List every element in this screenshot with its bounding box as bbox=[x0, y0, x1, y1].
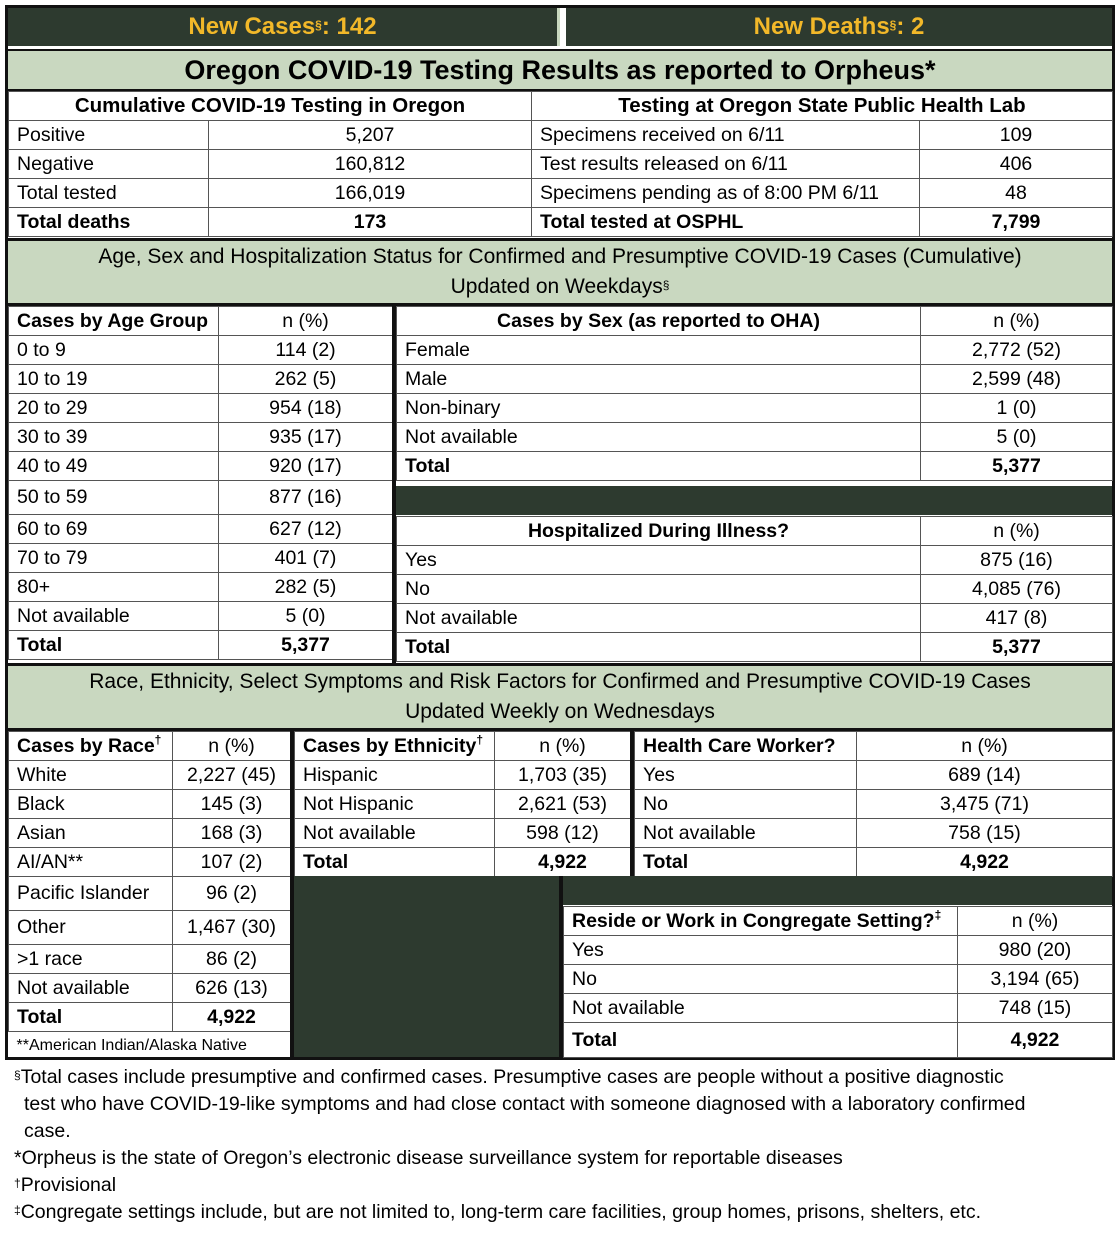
race-mark: † bbox=[154, 732, 162, 747]
race-value: 86 (2) bbox=[173, 945, 291, 974]
table-row bbox=[9, 179, 1113, 208]
sex-header-label: Cases by Sex (as reported to OHA) bbox=[397, 307, 921, 336]
congregate-value: 3,194 (65) bbox=[958, 965, 1113, 994]
age-label: 20 to 29 bbox=[9, 394, 219, 423]
sex-label: Male bbox=[397, 365, 921, 394]
table-row bbox=[9, 121, 1113, 150]
race-value: 4,922 bbox=[173, 1003, 291, 1032]
race-value: 2,227 (45) bbox=[173, 761, 291, 790]
ethnicity-header-value: n (%) bbox=[495, 732, 631, 761]
footnote-text: Congregate settings include, but are not limited to, long-term care facilities, group homes, prisons, shelters, etc. bbox=[20, 1201, 981, 1223]
age-value: 282 (5) bbox=[219, 573, 393, 602]
race-table bbox=[8, 731, 291, 1060]
age-header-value: n (%) bbox=[219, 307, 393, 336]
footnote-line bbox=[14, 1172, 1026, 1199]
table-row bbox=[635, 790, 1113, 819]
hospitalized-table bbox=[396, 516, 1113, 662]
race-header-value: n (%) bbox=[173, 732, 291, 761]
table-row bbox=[9, 974, 291, 1003]
age-value: 877 (16) bbox=[219, 481, 393, 515]
table-header-row bbox=[9, 732, 291, 761]
hcw-value: 689 (14) bbox=[857, 761, 1113, 790]
age-value: 627 (12) bbox=[219, 515, 393, 544]
table-row bbox=[9, 848, 291, 877]
section-subtitle: Updated Weekly on Wednesdays bbox=[405, 700, 715, 723]
age-table bbox=[8, 306, 393, 660]
race-value: 96 (2) bbox=[173, 877, 291, 911]
table-header-row bbox=[564, 907, 1113, 936]
section-title-line: Race, Ethnicity, Select Symptoms and Risk Factors for Confirmed and Presumptive COVID-19 Cases bbox=[89, 670, 1031, 693]
section-subtitle-text: Updated on Weekdays bbox=[450, 275, 663, 298]
table-row bbox=[9, 423, 393, 452]
table-row bbox=[295, 819, 631, 848]
congregate-header-value: n (%) bbox=[958, 907, 1113, 936]
age-label: 70 to 79 bbox=[9, 544, 219, 573]
age-value: 5,377 bbox=[219, 631, 393, 660]
race-label: >1 race bbox=[9, 945, 173, 974]
congregate-value: 748 (15) bbox=[958, 994, 1113, 1023]
footnote-mark: † bbox=[14, 1176, 21, 1190]
table-row bbox=[9, 515, 393, 544]
table-row bbox=[295, 790, 631, 819]
table-row bbox=[9, 544, 393, 573]
new-cases-label: New Cases bbox=[188, 13, 316, 40]
ethnicity-label: Hispanic bbox=[295, 761, 495, 790]
ethnicity-value: 4,922 bbox=[495, 848, 631, 877]
footnote-line bbox=[14, 1118, 1026, 1145]
section-title-line: Age, Sex and Hospitalization Status for Confirmed and Presumptive COVID-19 Cases (Cumulative) bbox=[98, 245, 1022, 268]
section-subtitle bbox=[451, 272, 670, 302]
hcw-label: No bbox=[635, 790, 857, 819]
table-header-row bbox=[635, 732, 1113, 761]
table-header-row bbox=[397, 307, 1113, 336]
race-note: **American Indian/Alaska Native bbox=[16, 1037, 247, 1054]
ethnicity-mark: † bbox=[476, 732, 484, 747]
footnote-mark: § bbox=[14, 1068, 21, 1082]
table-row bbox=[397, 423, 1113, 452]
table-row bbox=[9, 573, 393, 602]
new-cases-value: : 142 bbox=[321, 13, 377, 40]
table-row bbox=[397, 452, 1113, 481]
table-row bbox=[9, 150, 1113, 179]
new-cases-mark: § bbox=[315, 18, 322, 32]
age-label: 0 to 9 bbox=[9, 336, 219, 365]
congregate-label: Yes bbox=[564, 936, 958, 965]
age-value: 114 (2) bbox=[219, 336, 393, 365]
health-care-worker-table bbox=[634, 731, 1113, 877]
hosp-value: 4,085 (76) bbox=[921, 575, 1113, 604]
footnote-text: test who have COVID-19-like symptoms and had close contact with someone diagnosed with a laboratory confirmed bbox=[24, 1093, 1026, 1115]
congregate-mark: ‡ bbox=[934, 907, 942, 922]
hosp-label: No bbox=[397, 575, 921, 604]
table-row bbox=[635, 819, 1113, 848]
table-row bbox=[564, 994, 1113, 1023]
race-label: AI/AN** bbox=[9, 848, 173, 877]
age-label: 50 to 59 bbox=[9, 481, 219, 515]
table-header-row bbox=[397, 517, 1113, 546]
hcw-value: 758 (15) bbox=[857, 819, 1113, 848]
table-row bbox=[9, 1032, 291, 1061]
footnote-line bbox=[14, 1064, 1026, 1091]
section-mark: § bbox=[662, 278, 670, 292]
cumulative-label: Positive bbox=[9, 121, 209, 150]
cumulative-value: 160,812 bbox=[209, 150, 532, 179]
ethnicity-table bbox=[294, 731, 631, 877]
table-row bbox=[397, 575, 1113, 604]
age-label: 10 to 19 bbox=[9, 365, 219, 394]
footnote-text: *Orpheus is the state of Oregon’s electronic disease surveillance system for reportable diseases bbox=[14, 1147, 843, 1169]
table-row bbox=[564, 965, 1113, 994]
footnote-text: Provisional bbox=[20, 1174, 117, 1196]
ethnicity-label: Not Hispanic bbox=[295, 790, 495, 819]
table-row bbox=[564, 936, 1113, 965]
table-row bbox=[9, 365, 393, 394]
sex-value: 2,599 (48) bbox=[921, 365, 1113, 394]
congregate-header-label: Reside or Work in Congregate Setting? bbox=[572, 909, 935, 932]
sex-value: 5,377 bbox=[921, 452, 1113, 481]
new-cases-banner bbox=[8, 8, 560, 46]
hcw-label: Yes bbox=[635, 761, 857, 790]
covid-summary-sheet bbox=[5, 5, 1115, 1060]
table-row bbox=[9, 394, 393, 423]
race-label: Other bbox=[9, 911, 173, 945]
osphl-value: 48 bbox=[920, 179, 1113, 208]
age-label: Total bbox=[9, 631, 219, 660]
osphl-label: Test results released on 6/11 bbox=[532, 150, 920, 179]
sex-label: Female bbox=[397, 336, 921, 365]
race-value: 168 (3) bbox=[173, 819, 291, 848]
hcw-value: 4,922 bbox=[857, 848, 1113, 877]
cumulative-label: Total deaths bbox=[9, 208, 209, 237]
sex-label: Total bbox=[397, 452, 921, 481]
footnote-line bbox=[14, 1199, 1026, 1226]
sex-value: 5 (0) bbox=[921, 423, 1113, 452]
table-row bbox=[635, 761, 1113, 790]
race-value: 626 (13) bbox=[173, 974, 291, 1003]
hosp-value: 417 (8) bbox=[921, 604, 1113, 633]
hosp-header-label: Hospitalized During Illness? bbox=[397, 517, 921, 546]
race-label: Pacific Islander bbox=[9, 877, 173, 911]
cumulative-value: 173 bbox=[209, 208, 532, 237]
osphl-label: Specimens received on 6/11 bbox=[532, 121, 920, 150]
footnotes bbox=[14, 1064, 1026, 1226]
sex-label: Non-binary bbox=[397, 394, 921, 423]
page-title: Oregon COVID-19 Testing Results as reported to Orpheus* bbox=[8, 49, 1112, 91]
table-row bbox=[9, 945, 291, 974]
osphl-value: 406 bbox=[920, 150, 1113, 179]
table-row bbox=[9, 790, 291, 819]
age-value: 5 (0) bbox=[219, 602, 393, 631]
congregate-label: No bbox=[564, 965, 958, 994]
race-value: 107 (2) bbox=[173, 848, 291, 877]
hosp-label: Total bbox=[397, 633, 921, 662]
race-header-label: Cases by Race bbox=[17, 734, 155, 757]
ethnicity-value: 598 (12) bbox=[495, 819, 631, 848]
cumulative-value: 5,207 bbox=[209, 121, 532, 150]
race-value: 145 (3) bbox=[173, 790, 291, 819]
table-row bbox=[397, 336, 1113, 365]
table-row bbox=[9, 481, 393, 515]
race-label: Black bbox=[9, 790, 173, 819]
race-label: White bbox=[9, 761, 173, 790]
new-deaths-banner bbox=[566, 8, 1112, 46]
footnote-text: case. bbox=[24, 1120, 71, 1142]
age-label: 80+ bbox=[9, 573, 219, 602]
new-deaths-value: : 2 bbox=[896, 13, 925, 40]
spacer-bar bbox=[563, 876, 1112, 905]
testing-table bbox=[8, 91, 1113, 237]
hcw-label: Not available bbox=[635, 819, 857, 848]
cumulative-label: Negative bbox=[9, 150, 209, 179]
hcw-header-label: Health Care Worker? bbox=[635, 732, 857, 761]
age-value: 920 (17) bbox=[219, 452, 393, 481]
table-row bbox=[9, 1003, 291, 1032]
spacer-bar bbox=[396, 486, 1112, 515]
table-row bbox=[9, 602, 393, 631]
osphl-label: Specimens pending as of 8:00 PM 6/11 bbox=[532, 179, 920, 208]
race-label: Total bbox=[9, 1003, 173, 1032]
sex-label: Not available bbox=[397, 423, 921, 452]
table-row bbox=[9, 452, 393, 481]
ethnicity-label: Not available bbox=[295, 819, 495, 848]
sex-header-value: n (%) bbox=[921, 307, 1113, 336]
hosp-value: 875 (16) bbox=[921, 546, 1113, 575]
hosp-value: 5,377 bbox=[921, 633, 1113, 662]
table-row bbox=[397, 633, 1113, 662]
table-row bbox=[397, 394, 1113, 423]
table-row bbox=[9, 877, 291, 911]
osphl-header: Testing at Oregon State Public Health Lab bbox=[532, 92, 1113, 121]
cumulative-header: Cumulative COVID-19 Testing in Oregon bbox=[9, 92, 532, 121]
footnote-mark: ‡ bbox=[14, 1203, 21, 1217]
table-header-row bbox=[295, 732, 631, 761]
age-label: 60 to 69 bbox=[9, 515, 219, 544]
sex-value: 1 (0) bbox=[921, 394, 1113, 423]
osphl-value: 109 bbox=[920, 121, 1113, 150]
table-row bbox=[397, 546, 1113, 575]
congregate-table bbox=[563, 906, 1113, 1058]
age-header-label: Cases by Age Group bbox=[9, 307, 219, 336]
ethnicity-value: 2,621 (53) bbox=[495, 790, 631, 819]
footnote-line bbox=[14, 1145, 1026, 1172]
congregate-label: Total bbox=[564, 1023, 958, 1058]
age-value: 262 (5) bbox=[219, 365, 393, 394]
age-value: 954 (18) bbox=[219, 394, 393, 423]
new-deaths-mark: § bbox=[889, 18, 897, 32]
table-row bbox=[397, 604, 1113, 633]
race-label: Not available bbox=[9, 974, 173, 1003]
age-label: Not available bbox=[9, 602, 219, 631]
footnote-line bbox=[14, 1091, 1026, 1118]
age-label: 40 to 49 bbox=[9, 452, 219, 481]
congregate-value: 4,922 bbox=[958, 1023, 1113, 1058]
section-header-race-ethnicity bbox=[8, 663, 1112, 731]
osphl-label: Total tested at OSPHL bbox=[532, 208, 920, 237]
ethnicity-label: Total bbox=[295, 848, 495, 877]
table-row bbox=[9, 761, 291, 790]
spacer-block bbox=[294, 876, 559, 1057]
table-row bbox=[9, 911, 291, 945]
cumulative-value: 166,019 bbox=[209, 179, 532, 208]
hcw-label: Total bbox=[635, 848, 857, 877]
age-value: 401 (7) bbox=[219, 544, 393, 573]
table-row bbox=[9, 208, 1113, 237]
ethnicity-value: 1,703 (35) bbox=[495, 761, 631, 790]
ethnicity-header-label: Cases by Ethnicity bbox=[303, 734, 477, 757]
new-deaths-label: New Deaths bbox=[753, 13, 890, 40]
age-value: 935 (17) bbox=[219, 423, 393, 452]
table-row bbox=[295, 761, 631, 790]
age-label: 30 to 39 bbox=[9, 423, 219, 452]
sex-table bbox=[396, 306, 1113, 481]
hosp-label: Yes bbox=[397, 546, 921, 575]
table-header-row bbox=[9, 307, 393, 336]
race-label: Asian bbox=[9, 819, 173, 848]
table-row bbox=[9, 336, 393, 365]
table-row bbox=[295, 848, 631, 877]
hosp-label: Not available bbox=[397, 604, 921, 633]
table-row bbox=[564, 1023, 1113, 1058]
cumulative-label: Total tested bbox=[9, 179, 209, 208]
table-row bbox=[397, 365, 1113, 394]
hosp-header-value: n (%) bbox=[921, 517, 1113, 546]
footnote-text: Total cases include presumptive and confirmed cases. Presumptive cases are people without a positive diagnostic bbox=[20, 1066, 1004, 1088]
table-row bbox=[9, 819, 291, 848]
race-value: 1,467 (30) bbox=[173, 911, 291, 945]
table-row bbox=[635, 848, 1113, 877]
osphl-value: 7,799 bbox=[920, 208, 1113, 237]
hcw-header-value: n (%) bbox=[857, 732, 1113, 761]
congregate-value: 980 (20) bbox=[958, 936, 1113, 965]
section-header-age-sex bbox=[8, 238, 1112, 306]
sex-value: 2,772 (52) bbox=[921, 336, 1113, 365]
table-row bbox=[9, 631, 393, 660]
hcw-value: 3,475 (71) bbox=[857, 790, 1113, 819]
congregate-label: Not available bbox=[564, 994, 958, 1023]
